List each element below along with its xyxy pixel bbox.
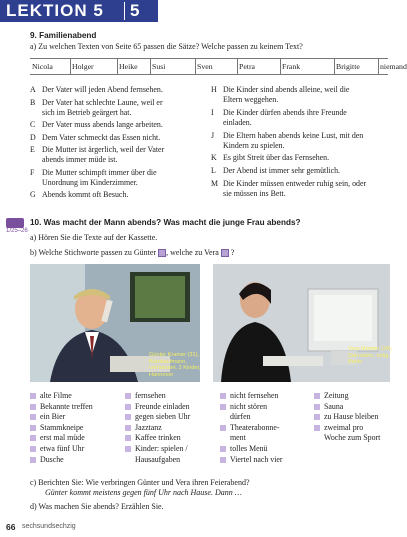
sentence-text: Der Vater will jeden Abend fernsehen. <box>42 85 163 94</box>
sentence-text: Dem Vater schmeckt das Essen nicht. <box>42 132 161 142</box>
checkbox-icon[interactable] <box>314 393 320 399</box>
checkbox-icon[interactable] <box>314 425 320 431</box>
checkbox-icon[interactable] <box>314 414 320 420</box>
keyword-item <box>125 444 220 454</box>
keyword-item <box>220 444 310 454</box>
caption-vera: Vera Meister (24), Sekretärin, ledig, Berlin <box>348 346 393 366</box>
keyword-text: ein Bier <box>40 412 66 422</box>
keyword-text: Theaterabonne- <box>230 422 280 432</box>
keyword-text: Kinder: spielen / <box>135 444 188 453</box>
keyword-text: Stammkneipe <box>40 422 84 432</box>
checkbox-icon[interactable] <box>30 425 36 431</box>
lektion-number: 5 <box>130 1 140 20</box>
sentence-letter: K <box>211 153 217 163</box>
keyword-text: dürfen <box>230 412 251 422</box>
sentence-text: Die Kinder sind abends alleine, weil die <box>223 85 350 94</box>
sentence-text: Der Vater muss abends lange arbeiten. <box>42 120 163 129</box>
sentence-text: Es gibt Streit über das Fernsehen. <box>223 153 330 163</box>
checkbox-icon[interactable] <box>30 435 36 441</box>
checkbox-icon <box>221 249 229 257</box>
checkbox-icon[interactable] <box>314 404 320 410</box>
sentence-text: Die Eltern haben abends keine Lust, mit den <box>223 130 364 140</box>
sentence-letter: G <box>30 190 36 199</box>
keyword-text: gegen sieben Uhr <box>135 412 191 422</box>
checkbox-icon[interactable] <box>125 414 131 420</box>
keyword-text: Hausaufgaben <box>135 454 181 464</box>
keyword-item <box>314 423 398 433</box>
keyword-item <box>220 433 310 443</box>
keyword-item <box>30 433 120 443</box>
keyword-text: alte Filme <box>40 391 72 400</box>
keyword-item <box>30 391 120 401</box>
keyword-item <box>314 412 398 422</box>
sentence-letter: I <box>211 107 214 117</box>
sentence-letter: E <box>30 145 35 154</box>
sentence-text: sie müssen ins Bett. <box>223 189 286 198</box>
keyword-item <box>314 391 398 401</box>
ex10-title: 10. Was macht der Mann abends? Was macht die junge Frau abends? <box>30 218 301 227</box>
name-column-header: Petra <box>239 62 256 71</box>
sentence-letter: M <box>211 179 219 188</box>
sentence-text: Der Vater hat schlechte Laune, weil er <box>42 97 163 107</box>
ex10-c: c) Berichten Sie: Wie verbringen Günter und Vera ihren Feierabend? <box>30 478 250 487</box>
sentence-text: Eltern weggehen. <box>223 95 279 104</box>
keyword-text: Sauna <box>324 401 344 411</box>
checkbox-icon[interactable] <box>125 435 131 441</box>
keyword-text: Freunde einladen <box>135 401 190 411</box>
lektion-title: LEKTION 5 <box>6 1 104 20</box>
checkbox-icon[interactable] <box>125 393 131 399</box>
checkbox-icon[interactable] <box>220 393 226 399</box>
table-divider <box>150 59 151 74</box>
keyword-item <box>125 391 220 401</box>
name-column-header: niemand <box>380 62 407 71</box>
table-divider <box>334 59 335 74</box>
keyword-text: Woche zum Sport <box>324 433 381 443</box>
keyword-text: Zeitung <box>324 391 349 400</box>
page-number: 66 <box>6 522 16 532</box>
keyword-text: Viertel nach vier <box>230 454 283 464</box>
keyword-text: etwa fünf Uhr <box>40 444 85 453</box>
checkbox-icon[interactable] <box>30 457 36 463</box>
keyword-item <box>30 412 120 422</box>
sentence-text: Die Kinder dürfen abends ihre Freunde <box>223 107 347 117</box>
keyword-item <box>220 455 310 465</box>
table-divider <box>195 59 196 74</box>
keyword-item <box>125 455 220 465</box>
sentence-letter: J <box>211 130 215 140</box>
keyword-item <box>30 444 120 454</box>
sentence-letter: L <box>211 166 216 176</box>
keyword-text: nicht stören <box>230 401 268 411</box>
checkbox-icon[interactable] <box>125 425 131 431</box>
table-divider <box>117 59 118 74</box>
keyword-item <box>30 423 120 433</box>
keyword-item <box>314 433 398 443</box>
caption-guenter: Günter Kramer (31), Bürokaufmann, verheiratet, 2 Kinder, Hannover <box>149 352 201 378</box>
checkbox-icon[interactable] <box>220 457 226 463</box>
ex10-b: b) Welche Stichworte passen zu Günter , welche zu Vera ? <box>30 248 235 257</box>
name-column-header: Susi <box>152 62 166 71</box>
name-column-header: Holger <box>72 62 94 71</box>
name-column-header: Brigitte <box>336 62 360 71</box>
name-column-header: Frank <box>282 62 301 71</box>
cassette-track-label: 1/25–26 <box>6 228 28 234</box>
ex10-d: d) Was machen Sie abends? Erzählen Sie. <box>30 502 164 511</box>
page-number-word: sechsundsechzig <box>22 523 76 530</box>
checkbox-icon[interactable] <box>220 425 226 431</box>
checkbox-icon[interactable] <box>30 404 36 410</box>
sentence-text: Die Mutter schimpft immer über die <box>42 167 157 177</box>
keyword-text: nicht fernsehen <box>230 391 279 400</box>
sentence-text: Die Mutter ist ärgerlich, weil der Vater <box>42 145 165 154</box>
keyword-text: fernsehen <box>135 391 166 400</box>
keyword-item <box>30 402 120 412</box>
keyword-text: Jazztanz <box>135 422 162 432</box>
checkbox-icon[interactable] <box>30 393 36 399</box>
sentence-text: Kindern zu spielen. <box>223 140 285 150</box>
name-column-header: Sven <box>197 62 213 71</box>
sentence-letter: H <box>211 85 217 94</box>
table-divider <box>280 59 281 74</box>
keyword-item <box>125 423 220 433</box>
keyword-item <box>125 412 220 422</box>
keyword-text: erst mal müde <box>40 433 85 443</box>
ex10-c-example: Günter kommt meistens gegen fünf Uhr nach Hause. Dann … <box>45 488 242 497</box>
sentence-letter: D <box>30 132 36 142</box>
ex9-title: 9. Familienabend <box>30 31 97 40</box>
checkbox-icon[interactable] <box>125 446 131 452</box>
sentence-letter: B <box>30 97 36 107</box>
cassette-icon <box>6 218 24 228</box>
ex9-question: a) Zu welchen Texten von Seite 65 passen die Sätze? Welche passen zu keinem Text? <box>30 42 303 51</box>
sentence-text: Unordnung im Kinderzimmer. <box>42 177 138 187</box>
header-divider <box>124 2 125 20</box>
keyword-text: Dusche <box>40 454 64 464</box>
checkbox-icon[interactable] <box>30 446 36 452</box>
table-divider <box>378 59 379 74</box>
checkbox-icon[interactable] <box>220 446 226 452</box>
sentence-text: sich im Betrieb geärgert hat. <box>42 107 132 117</box>
checkbox-icon[interactable] <box>125 404 131 410</box>
ex10-a: a) Hören Sie die Texte auf der Kassette. <box>30 233 158 242</box>
table-divider <box>70 59 71 74</box>
sentence-text: Der Abend ist immer sehr gemütlich. <box>223 166 341 176</box>
keyword-text: zweimal pro <box>324 422 364 432</box>
checkbox-icon[interactable] <box>220 404 226 410</box>
keyword-item <box>220 412 310 422</box>
keyword-item <box>125 402 220 412</box>
name-column-header: Nicola <box>32 62 53 71</box>
sentence-letter: C <box>30 120 36 129</box>
checkbox-icon[interactable] <box>30 414 36 420</box>
sentence-text: abends immer müde ist. <box>42 155 118 164</box>
table-divider <box>237 59 238 74</box>
name-table <box>30 58 407 75</box>
keyword-text: zu Hause bleiben <box>324 412 379 422</box>
sentence-letter: F <box>30 167 35 177</box>
keyword-text: tolles Menü <box>230 444 268 453</box>
keyword-item <box>220 423 310 433</box>
keyword-item <box>30 455 120 465</box>
sentence-text: Die Kinder müssen entweder ruhig sein, oder <box>223 179 367 188</box>
name-column-header: Heike <box>119 62 138 71</box>
keyword-item <box>125 433 220 443</box>
sentence-text: einladen. <box>223 117 252 127</box>
keyword-item <box>314 402 398 412</box>
keyword-text: Kaffee trinken <box>135 433 181 443</box>
keyword-text: Bekannte treffen <box>40 401 93 411</box>
sentence-letter: A <box>30 85 36 94</box>
checkbox-icon <box>158 249 166 257</box>
keyword-item <box>220 402 310 412</box>
keyword-item <box>220 391 310 401</box>
keyword-text: ment <box>230 433 246 443</box>
sentence-text: Abends kommt oft Besuch. <box>42 190 129 199</box>
